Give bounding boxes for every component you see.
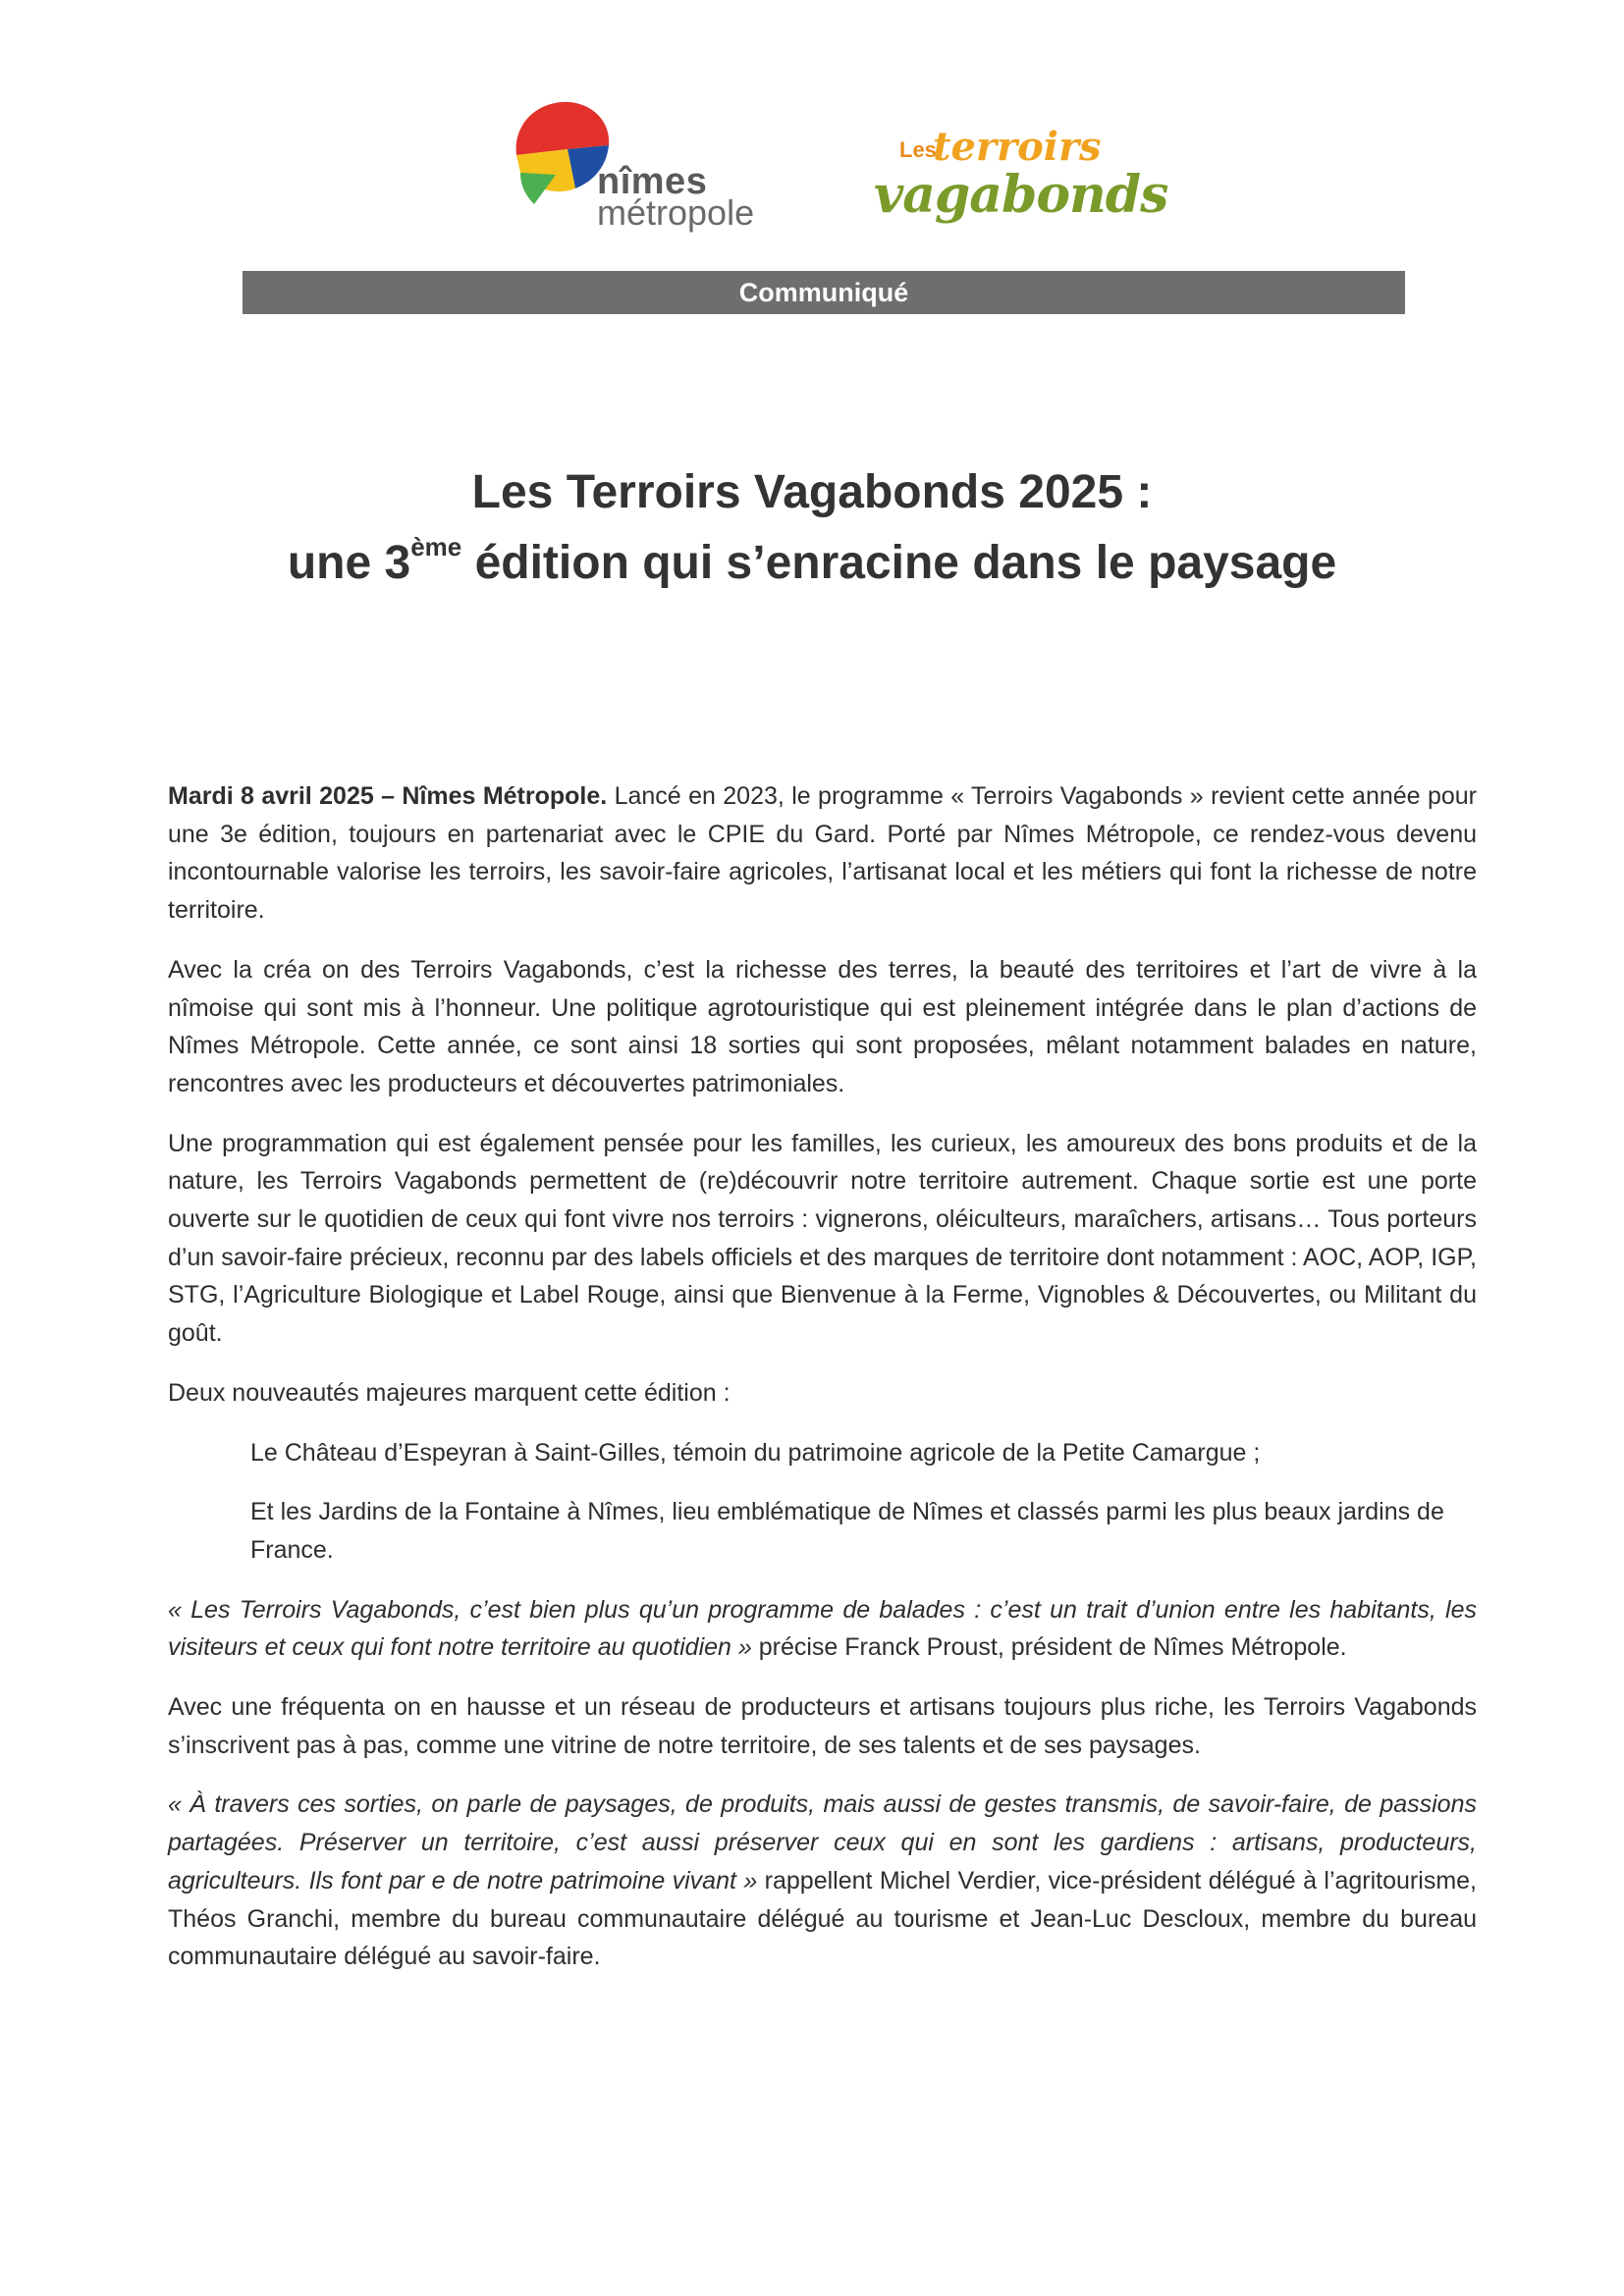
paragraph-intro [168,777,1477,930]
quote-proust: « Les Terroirs Vagabonds, c’est bien plus qu’un programme de balades : c’est un trait d’union entre les habitants, les visiteurs et ceux qui font notre territoire au quotidien » [168,1595,1477,1662]
title-line2-end: édition qui s’enracine dans le paysage [461,537,1337,589]
paragraph-quote-elus [168,1786,1477,1976]
quote-proust-attribution: précise Franck Proust, président de Nîmes Métropole. [751,1633,1347,1662]
paragraph-quote-proust [168,1591,1477,1667]
list-item-jardins: Et les Jardins de la Fontaine à Nîmes, lieu emblématique de Nîmes et classés parmi les plus beaux jardins de France. [250,1498,1444,1564]
title-superscript: ème [410,532,462,561]
quote-elus: « À travers ces sorties, on parle de paysages, de produits, mais aussi de gestes transmis, de savoir-faire, de passions partagées. Préserver un territoire, c’est aussi préserver ceux qui en sont les gardiens : artisans, producteurs, agriculteurs. Ils font par e de notre patrimoine vivant » [168,1790,1477,1895]
press-release-body [168,777,1477,1998]
paragraph-creation: Avec la créa on des Terroirs Vagabonds, c’est la richesse des terres, la beauté des territoires et l’art de vivre à la nîmoise qui sont mis à l’honneur. Une politique agrotouristique qui est pleinement intégrée dans le plan d’actions de Nîmes Métropole. Cette année, ce sont ainsi 18 sorties qui sont proposées, mêlant notamment balades en nature, rencontres avec les producteurs et découvertes patrimoniales. [168,955,1477,1097]
logo-vagabonds-word: vagabonds [874,165,1168,225]
communique-banner: Communiqué [243,271,1405,314]
paragraph-programme: Une programmation qui est également pensée pour les familles, les curieux, les amoureux des bons produits et de la nature, les Terroirs Vagabonds permettent de (re)découvrir notre territoire autrement. Chaque sortie est une porte ouverte sur le quotidien de ceux qui font vivre nos terroirs : vignerons, oléiculteurs, maraîchers, artisans… Tous porteurs d’un savoir-faire précieux, reconnu par des labels officiels et des marques de territoire dont notamment : AOC, AOP, IGP, STG, l’Agriculture Biologique et Label Rouge, ainsi que Bienvenue à la Ferme, Vignobles & Découvertes, ou Militant du goût. [168,1129,1477,1348]
nimes-metropole-logo [499,94,774,241]
logo-les-word: Les [899,137,937,162]
terroirs-vagabonds-logo [872,120,1168,228]
paragraph-nouveautes: Deux nouveautés majeures marquent cette édition : [168,1378,731,1407]
quote-elus-attribution: rappellent Michel Verdier, vice-président délégué à l’agritourisme, Théos Granchi, membre du bureau communautaire délégué au tourisme et Jean-Luc Descloux, membre du bureau communautaire délégué au savoir-faire. [168,1866,1477,1971]
page-title-line1: Les Terroirs Vagabonds 2025 : [471,466,1153,518]
page-title-line2 [157,532,1467,590]
logo-nimes-word: nîmes [597,161,708,202]
list-item-espeyran: Le Château d’Espeyran à Saint-Gilles, témoin du patrimoine agricole de la Petite Camargue ; [250,1438,1261,1467]
paragraph-frequentation: Avec une fréquenta on en hausse et un réseau de producteurs et artisans toujours plus riche, les Terroirs Vagabonds s’inscrivent pas à pas, comme une vitrine de notre territoire, de ses talents et de ses paysages. [168,1693,1477,1759]
logo-metropole-word: métropole [597,192,755,233]
dateline: Mardi 8 avril 2025 – Nîmes Métropole. [168,782,608,810]
title-line2-start: une 3 [287,537,411,589]
logo-terroirs-word: terroirs [933,124,1102,170]
intro-text: Lancé en 2023, le programme « Terroirs Vagabonds » revient cette année pour une 3e édition, toujours en partenariat avec le CPIE du Gard. Porté par Nîmes Métropole, ce rendez-vous devenu incontournable valorise les terroirs, les savoir-faire agricoles, l’artisanat local et les métiers qui font la richesse de notre territoire. [168,782,1477,925]
